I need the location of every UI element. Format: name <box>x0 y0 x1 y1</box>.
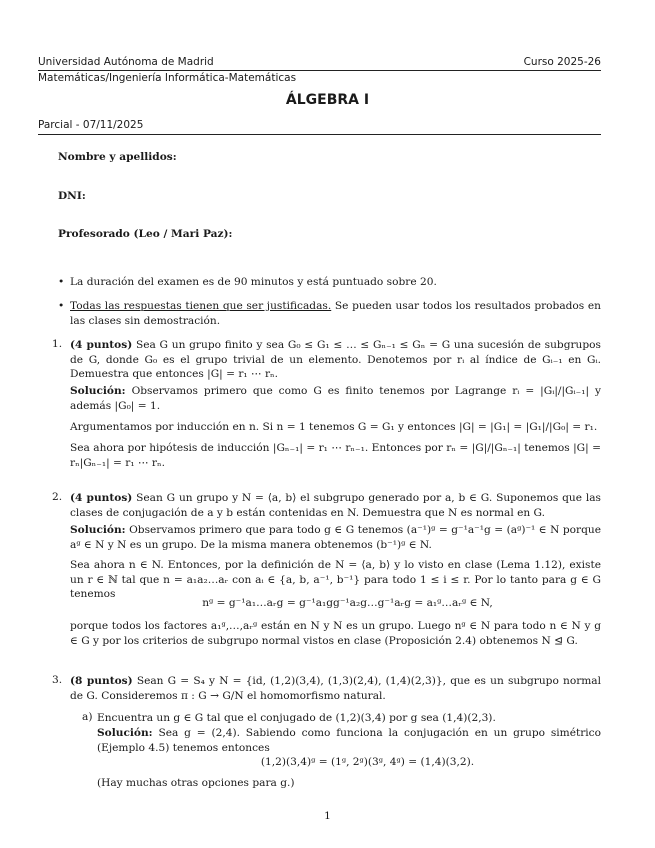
bullet-icon: • <box>58 300 65 312</box>
rule-justify-underlined: Todas las respuestas tienen que ser justificadas. <box>70 300 332 312</box>
problem-3-points: (8 puntos) <box>70 675 133 687</box>
part-a-note: (Hay muchas otras opciones para g.) <box>97 777 295 789</box>
part-a-equation: (1,2)(3,4)ᵍ = (1ᵍ, 2ᵍ)(3ᵍ, 4ᵍ) = (1,4)(3,2). <box>260 756 475 768</box>
problem-2-conclusion: porque todos los factores a₁ᵍ,…,aᵣᵍ están en N y N es un grupo. Luego nᵍ ∈ N para todo n ∈ N y g ∈ G y por los criterios de subgrupo normal vistos en clase (Proposición 2.4) obtenemos N ⊴ G. <box>70 620 601 647</box>
problem-1-solution-text: Observamos primero que como G es finito tenemos por Lagrange rᵢ = |Gᵢ|/|Gᵢ₋₁| y además |G₀| = 1. <box>70 385 601 412</box>
problem-1-number: 1. <box>52 338 63 350</box>
header-rule-top <box>38 70 601 71</box>
solution-label: Solución: <box>70 385 126 397</box>
header-rule-bottom <box>38 134 601 135</box>
course-year: Curso 2025-26 <box>523 56 601 68</box>
problem-2-number: 2. <box>52 491 63 503</box>
problem-1-statement <box>70 338 601 382</box>
problem-2-text: Sean G un grupo y N = ⟨a, b⟩ el subgrupo generado por a, b ∈ G. Suponemos que las clases de conjugación de a y b están contenidas en N. Demuestra que N es normal en G. <box>70 492 601 519</box>
problem-2-statement <box>70 491 601 520</box>
solution-label: Solución: <box>97 727 153 739</box>
rule-justify-rest: Se pueden usar todos los resultados probados en las clases sin demostración. <box>70 300 601 327</box>
exam-label: Parcial - 07/11/2025 <box>38 119 144 131</box>
name-field-label: Nombre y apellidos: <box>58 151 177 163</box>
problem-3-statement <box>70 674 601 703</box>
rule-justify <box>70 299 601 328</box>
problem-2-equation: nᵍ = g⁻¹a₁…aᵣg = g⁻¹a₁gg⁻¹a₂g…g⁻¹aᵣg = a₁ᵍ…aᵣᵍ ∈ N, <box>202 597 493 609</box>
problem-2-points: (4 puntos) <box>70 492 133 504</box>
problem-1-text: Sea G un grupo finito y sea G₀ ≤ G₁ ≤ … ≤ Gₙ₋₁ ≤ Gₙ = G una sucesión de subgrupos de G, donde G₀ es el grupo trivial de un elemento. Denotemos por rᵢ al índice de Gᵢ₋₁ en Gᵢ. Demuestra que entonces |G| = r₁ ⋯ rₙ. <box>70 339 601 380</box>
part-a-solution <box>97 726 601 755</box>
rule-duration: La duración del examen es de 90 minutos y está puntuado sobre 20. <box>70 276 437 288</box>
part-a-label: a) <box>82 711 93 723</box>
part-a-statement: Encuentra un g ∈ G tal que el conjugado de (1,2)(3,4) por g sea (1,4)(2,3). <box>97 712 496 724</box>
problem-3-text: Sean G = S₄ y N = {id, (1,2)(3,4), (1,3)(2,4), (1,4)(2,3)}, que es un subgrupo normal de G. Consideremos π : G → G/N el homomorfismo natural. <box>70 675 602 702</box>
problem-1-induction: Argumentamos por inducción en n. Si n = 1 tenemos G = G₁ y entonces |G| = |G₁| = |G₁|/|G₀| = r₁. <box>70 421 598 433</box>
problem-1-step: Sea ahora por hipótesis de inducción |Gₙ₋₁| = r₁ ⋯ rₙ₋₁. Entonces por rₙ = |G|/|Gₙ₋₁| tenemos |G| = rₙ|Gₙ₋₁| = r₁ ⋯ rₙ. <box>70 442 601 469</box>
bullet-icon: • <box>58 276 65 288</box>
dni-field-label: DNI: <box>58 190 86 202</box>
solution-label: Solución: <box>70 524 126 536</box>
part-a-solution-text: Sea g = (2,4). Sabiendo como funciona la conjugación en un grupo simétrico (Ejemplo 4.5) tenemos entonces <box>97 727 601 754</box>
page-number: 1 <box>324 810 331 822</box>
problem-2-solution-text: Observamos primero que para todo g ∈ G tenemos (a⁻¹)ᵍ = g⁻¹a⁻¹g = (aᵍ)⁻¹ ∈ N porque aᵍ ∈ N y N es un grupo. De la misma manera obtenemos (b⁻¹)ᵍ ∈ N. <box>70 524 601 551</box>
degree-name: Matemáticas/Ingeniería Informática-Matemáticas <box>38 72 297 84</box>
university-name: Universidad Autónoma de Madrid <box>38 56 214 68</box>
problem-2-argument: Sea ahora n ∈ N. Entonces, por la definición de N = ⟨a, b⟩ y lo visto en clase (Lema 1.12), existe un r ∈ ℕ tal que n = a₁a₂…aᵣ con aᵢ ∈ {a, b, a⁻¹, b⁻¹} para todo 1 ≤ i ≤ r. Por lo tanto para g ∈ G tenemos <box>70 559 601 600</box>
problem-1-solution <box>70 384 601 413</box>
page-title: ÁLGEBRA I <box>285 92 370 108</box>
problem-2-solution <box>70 523 601 552</box>
problem-3-number: 3. <box>52 674 63 686</box>
problem-1-points: (4 puntos) <box>70 339 133 351</box>
teachers-field-label: Profesorado (Leo / Mari Paz): <box>58 228 233 240</box>
